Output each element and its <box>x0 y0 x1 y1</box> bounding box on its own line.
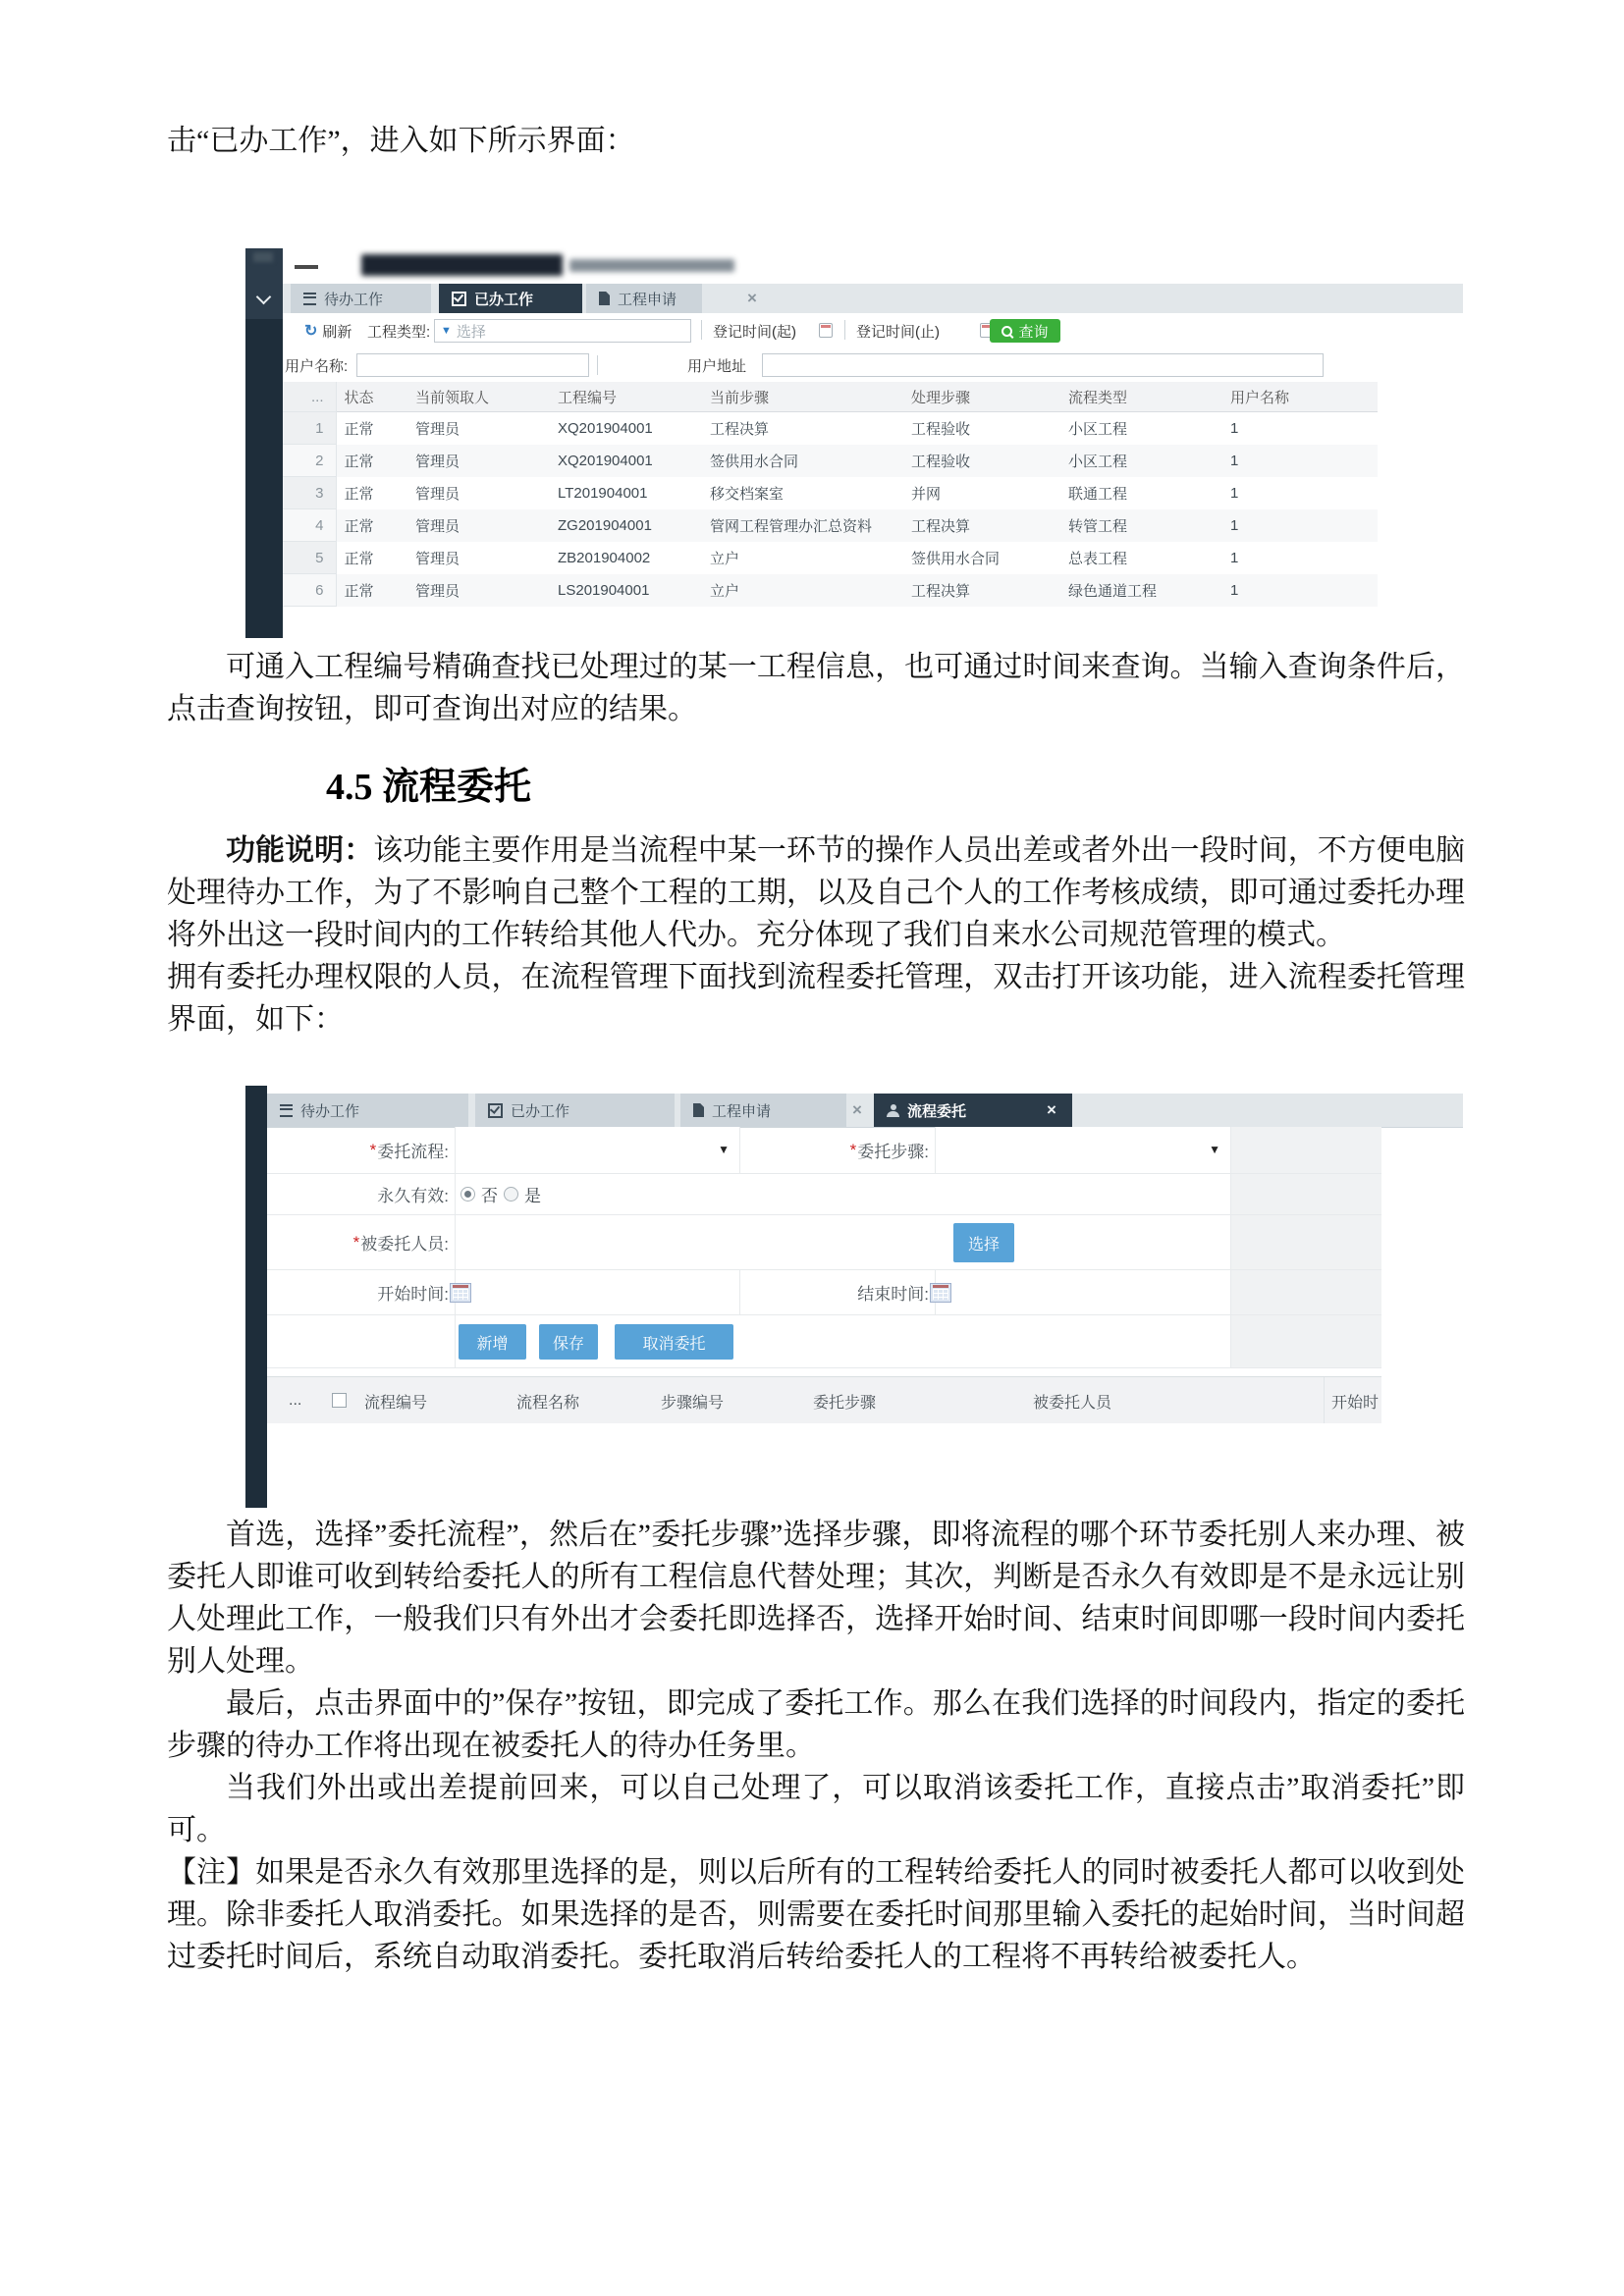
user-address-input[interactable] <box>762 353 1324 377</box>
form-row-actions <box>267 1315 1381 1368</box>
cell-handle-step: 工程验收 <box>911 420 971 438</box>
collapsed-sidebar[interactable] <box>245 248 283 638</box>
document-icon <box>599 292 610 305</box>
step-select[interactable] <box>935 1127 1230 1173</box>
button-label: 新增 <box>476 1335 509 1353</box>
tab-project-apply[interactable] <box>680 1094 846 1127</box>
col-status[interactable]: 状态 <box>336 382 407 412</box>
table-row[interactable] <box>283 412 1378 445</box>
user-name-label: 用户名称: <box>285 357 349 375</box>
document-icon <box>693 1103 704 1117</box>
cell-user-name: 1 <box>1222 574 1378 607</box>
cell-current-step: 立户 <box>702 574 903 607</box>
cell-flow-type: 转管工程 <box>1060 509 1222 542</box>
assignee-input[interactable] <box>455 1215 1230 1269</box>
label-text: 被委托人员: <box>360 1235 449 1254</box>
delegation-form <box>267 1127 1381 1368</box>
col-ellipsis[interactable]: ... <box>283 382 336 412</box>
cell-user-name: 1 <box>1222 445 1378 477</box>
refresh-label: 刷新 <box>322 323 352 341</box>
row-index: 4 <box>283 509 336 542</box>
form-spacer <box>1230 1270 1381 1314</box>
form-spacer <box>1230 1315 1381 1367</box>
tab-label: 工程申请 <box>618 291 677 308</box>
func-label: 功能说明： <box>226 834 374 867</box>
button-label: 保存 <box>552 1335 584 1353</box>
cell-handle-step: 工程决算 <box>903 509 1060 542</box>
filter-toolbar <box>283 348 1463 382</box>
cell-owner: 管理员 <box>415 485 460 503</box>
cell-owner: 管理员 <box>415 550 460 567</box>
user-address-label: 用户地址 <box>687 357 747 375</box>
checkbox-icon <box>488 1103 503 1118</box>
required-mark: * <box>849 1140 857 1159</box>
refresh-icon: ↻ <box>304 323 318 340</box>
radio-yes[interactable] <box>504 1187 518 1201</box>
query-button-label: 查询 <box>1018 323 1049 341</box>
col-handle-step[interactable]: 处理步骤 <box>903 382 1060 412</box>
delegation-table-header <box>267 1376 1381 1425</box>
tab-flow-delegate[interactable] <box>874 1094 1072 1127</box>
calendar-icon[interactable] <box>819 323 833 338</box>
cell-handle-step: 工程决算 <box>903 574 1060 607</box>
cell-project-no: XQ201904001 <box>550 445 702 477</box>
cell-current-step: 工程决算 <box>710 420 770 438</box>
paragraph-text: 最后，点击界面中的”保存”按钮，即完成了委托工作。那么在我们选择的时间段内，指定的委托步骤的待办工作将出现在被委托人的待办任务里。 <box>167 1687 1465 1762</box>
col-start-time[interactable]: 开始时 <box>1331 1394 1380 1412</box>
close-icon[interactable]: × <box>852 1100 862 1119</box>
row-index: 3 <box>283 477 336 509</box>
app-header <box>283 248 1463 284</box>
screenshot-delegation <box>245 1086 1463 1508</box>
row-index: 6 <box>283 574 336 607</box>
cell-project-no: ZG201904001 <box>550 509 702 542</box>
cell-user-name: 1 <box>1230 484 1239 502</box>
collapsed-sidebar[interactable] <box>245 1086 267 1508</box>
col-ellipsis[interactable]: ... <box>289 1392 302 1409</box>
tab-label: 工程申请 <box>712 1102 772 1120</box>
table-row[interactable] <box>283 542 1378 574</box>
sidebar-cropped-logo <box>253 252 273 262</box>
cell-project-no: XQ201904001 <box>558 419 653 437</box>
flow-select[interactable] <box>455 1127 739 1173</box>
col-user-name[interactable]: 用户名称 <box>1222 382 1378 412</box>
cell-current-step: 签供用水合同 <box>702 445 903 477</box>
cell-status: 正常 <box>344 420 374 438</box>
tab-bar <box>283 284 1463 314</box>
form-row-dates <box>267 1270 1381 1315</box>
tab-label: 待办工作 <box>300 1102 360 1120</box>
query-toolbar <box>283 313 1463 348</box>
end-date-input[interactable] <box>935 1270 1230 1314</box>
divider <box>844 320 845 340</box>
step-label <box>739 1127 935 1173</box>
cell-status: 正常 <box>336 574 407 607</box>
start-date-input[interactable] <box>455 1270 739 1314</box>
checkbox-icon <box>452 292 466 306</box>
table-row[interactable] <box>283 445 1378 477</box>
cell-status: 正常 <box>336 509 407 542</box>
cell-owner: 管理员 <box>407 445 550 477</box>
function-description <box>167 829 1465 1041</box>
chevron-down-icon[interactable] <box>256 290 272 305</box>
form-row-permanent <box>267 1174 1381 1215</box>
paragraph-text: 可通入工程编号精确查找已处理过的某一工程信息，也可通过时间来查询。当输入查询条件后，点击查询按钮，即可查询出对应的结果。 <box>167 651 1465 725</box>
cell-flow-type: 小区工程 <box>1068 420 1128 438</box>
cell-owner: 管理员 <box>415 420 460 438</box>
table-row[interactable] <box>283 477 1378 509</box>
search-icon <box>1001 326 1012 337</box>
row-index: 5 <box>283 542 336 574</box>
col-flow-type[interactable]: 流程类型 <box>1060 382 1222 412</box>
menu-dash-icon <box>295 265 318 269</box>
blurred-app-title <box>361 254 563 276</box>
tab-pending-work[interactable] <box>267 1094 468 1127</box>
add-button[interactable] <box>459 1324 526 1360</box>
sidebar-top-segment <box>245 248 283 319</box>
calendar-icon[interactable] <box>450 1283 471 1303</box>
paragraph-text: 拥有委托办理权限的人员，在流程管理下面找到流程委托管理，双击打开该功能，进入流程委托管理界面，如下： <box>167 961 1465 1036</box>
form-row-assignee <box>267 1215 1381 1270</box>
cell-handle-step: 签供用水合同 <box>911 550 1001 567</box>
form-row-flow <box>267 1127 1381 1174</box>
col-current-owner[interactable]: 当前领取人 <box>407 382 550 412</box>
tab-label: 待办工作 <box>324 291 384 308</box>
cell-status: 正常 <box>344 485 374 503</box>
col-current-step[interactable]: 当前步骤 <box>702 382 903 412</box>
blurred-subtitle <box>569 259 734 272</box>
form-spacer <box>1230 1174 1381 1214</box>
tab-pending-work[interactable] <box>291 284 431 313</box>
tab-done-work[interactable] <box>439 284 582 313</box>
table-header-row <box>283 382 1378 412</box>
section-heading: 4.5 流程委托 <box>326 767 532 808</box>
user-name-input[interactable] <box>356 353 589 377</box>
cell-handle-step: 并网 <box>911 485 942 503</box>
cell-flow-type: 绿色通道工程 <box>1060 574 1222 607</box>
table-row[interactable] <box>283 509 1378 542</box>
close-icon[interactable]: × <box>747 289 757 307</box>
assignee-label <box>267 1215 455 1269</box>
intro-paragraph <box>167 120 1465 162</box>
cell-current-step: 移交档案室 <box>710 485 785 503</box>
chevron-down-icon: ▼ <box>1209 1143 1220 1156</box>
paragraph-text: 当我们外出或出差提前回来，可以自己处理了，可以取消该委托工作，直接点击”取消委托”即可。 <box>167 1772 1465 1846</box>
save-button[interactable] <box>539 1324 598 1360</box>
screenshot-done-work <box>245 248 1463 638</box>
intro-text: 击“已办工作”，进入如下所示界面： <box>167 125 635 157</box>
row-index: 2 <box>283 445 336 477</box>
refresh-button[interactable] <box>304 313 352 348</box>
tab-bar <box>267 1094 1463 1128</box>
tab-label: 流程委托 <box>907 1102 967 1120</box>
query-button[interactable] <box>990 319 1060 343</box>
button-label: 取消委托 <box>642 1335 706 1353</box>
end-label <box>739 1270 935 1314</box>
paragraph-text: 【注】如果是否永久有效那里选择的是，则以后所有的工程转给委托人的同时被委托人都可以收到处理。除非委托人取消委托。如果选择的是否，则需要在委托时间那里输入委托的起始时间，当时间超过委托时间后，系统自动取消委托。委托取消后转给委托人的工程将不再转给被委托人。 <box>167 1856 1465 1973</box>
date-from-label: 登记时间(起) <box>713 323 796 341</box>
select-person-button[interactable] <box>953 1223 1014 1262</box>
project-type-label: 工程类型: <box>367 323 431 341</box>
close-icon[interactable]: × <box>1047 1100 1056 1119</box>
col-flow-no[interactable]: 流程编号 <box>364 1394 428 1412</box>
paragraph-text <box>167 829 1465 956</box>
cell-status: 正常 <box>344 550 374 567</box>
select-placeholder: 选择 <box>456 323 486 341</box>
closing-paragraphs <box>167 1514 1465 1978</box>
tab-project-apply[interactable] <box>586 284 702 313</box>
cell-owner: 管理员 <box>407 509 550 542</box>
paragraph-text: 首选，选择”委托流程”，然后在”委托步骤”选择步骤，即将流程的哪个环节委托别人来办理、被委托人即谁可收到转给委托人的所有工程信息代替处理；其次，判断是否永久有效即是不是永远让别人处理此工作，一般我们只有外出才会委托即选择否，选择开始时间、结束时间即哪一段时间内委托别人处理。 <box>167 1519 1465 1678</box>
radio-no[interactable] <box>460 1187 475 1201</box>
cell-user-name: 1 <box>1230 549 1239 566</box>
project-type-select[interactable] <box>434 319 691 343</box>
cell-handle-step: 工程验收 <box>903 445 1060 477</box>
column-divider <box>1324 1377 1325 1424</box>
done-work-table <box>283 382 1378 607</box>
label-text: 开始时间: <box>377 1285 449 1304</box>
cell-flow-type: 小区工程 <box>1060 445 1222 477</box>
date-to-label: 登记时间(止) <box>856 323 940 341</box>
query-paragraph <box>167 646 1465 730</box>
cell-current-step: 管网工程管理办汇总资料 <box>702 509 903 542</box>
tab-label: 已办工作 <box>511 1102 570 1120</box>
actions-cell <box>455 1315 1230 1367</box>
form-spacer <box>1230 1215 1381 1269</box>
permanent-radios <box>455 1174 1230 1214</box>
chevron-down-icon: ▼ <box>441 325 452 337</box>
radio-yes-label[interactable]: 是 <box>524 1187 541 1205</box>
cell-project-no: LS201904001 <box>550 574 702 607</box>
tab-label: 已办工作 <box>474 291 534 308</box>
label-text: 委托流程: <box>377 1143 449 1161</box>
label-text: 结束时间: <box>857 1285 929 1304</box>
col-step-no[interactable]: 步骤编号 <box>661 1394 725 1412</box>
cell-project-no: ZB201904002 <box>558 549 651 566</box>
cell-user-name: 1 <box>1222 509 1378 542</box>
label-text: 委托步骤: <box>857 1143 929 1161</box>
person-icon <box>887 1104 899 1117</box>
table-row[interactable] <box>283 574 1378 607</box>
func-text: 该功能主要作用是当流程中某一环节的操作人员出差或者外出一段时间，不方便电脑处理待办工作，为了不影响自己整个工程的工期，以及自己个人的工作考核成绩，即可通过委托办理将外出这一段时间内的工作转给其他人代办。充分体现了我们自来水公司规范管理的模式。 <box>167 834 1466 951</box>
calendar-icon[interactable] <box>930 1283 951 1303</box>
cell-flow-type: 联通工程 <box>1068 485 1128 503</box>
col-assignee[interactable]: 被委托人员 <box>1033 1394 1112 1412</box>
col-flow-name[interactable]: 流程名称 <box>516 1394 580 1412</box>
cell-flow-type: 总表工程 <box>1068 550 1128 567</box>
col-delegate-step[interactable]: 委托步骤 <box>813 1394 877 1412</box>
label-text: 永久有效: <box>377 1187 449 1205</box>
col-project-no[interactable]: 工程编号 <box>550 382 702 412</box>
chevron-down-icon: ▼ <box>718 1143 730 1156</box>
cell-user-name: 1 <box>1230 419 1239 437</box>
permanent-label <box>267 1174 455 1214</box>
button-label: 选择 <box>967 1236 1000 1254</box>
row-index: 1 <box>283 412 336 445</box>
tab-done-work[interactable] <box>475 1094 675 1127</box>
divider <box>597 355 598 375</box>
form-spacer <box>1230 1127 1381 1173</box>
cancel-delegate-button[interactable] <box>615 1324 733 1360</box>
cell-owner: 管理员 <box>407 574 550 607</box>
select-all-checkbox[interactable] <box>332 1393 347 1408</box>
list-icon <box>303 293 316 305</box>
required-mark: * <box>369 1140 377 1159</box>
required-mark: * <box>352 1232 360 1252</box>
cell-status: 正常 <box>336 445 407 477</box>
start-label <box>267 1270 455 1314</box>
flow-label <box>267 1127 455 1173</box>
radio-no-label[interactable]: 否 <box>481 1187 498 1205</box>
divider <box>701 320 702 340</box>
delegation-table-empty-body <box>267 1423 1381 1508</box>
cell-project-no: LT201904001 <box>558 484 648 502</box>
list-icon <box>280 1104 293 1117</box>
cell-current-step: 立户 <box>710 550 740 567</box>
